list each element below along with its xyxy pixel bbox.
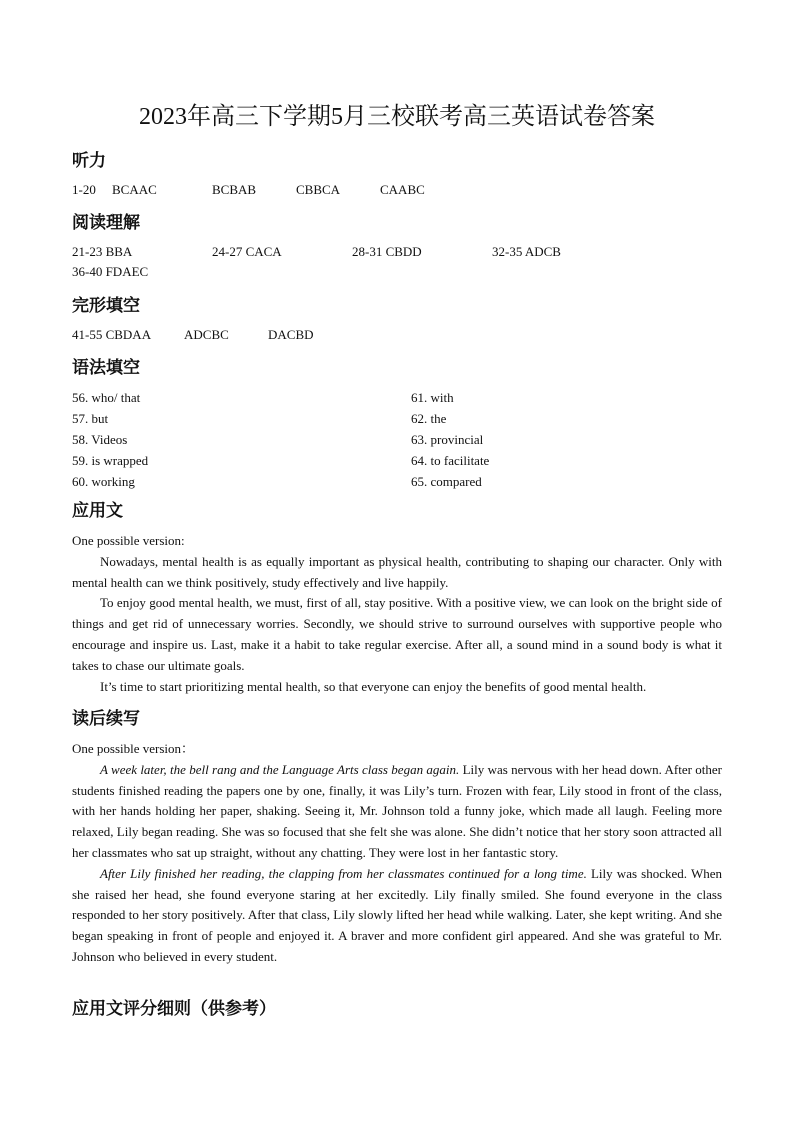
grammar-answer-65: 65. compared — [411, 474, 482, 489]
section-heading-continuation: 读后续写 — [72, 709, 140, 729]
grammar-answer-59: 59. is wrapped — [72, 453, 149, 468]
listening-range: 1-20 — [72, 182, 96, 197]
cloze-answers-2: ADCBC — [184, 327, 229, 342]
section-heading-grammar: 语法填空 — [72, 358, 140, 378]
continuation-paragraph-1-lead: A week later, the bell rang and the Language Arts class began again. — [100, 761, 460, 777]
grammar-answer-64: 64. to facilitate — [411, 453, 490, 468]
application-paragraph-3: It’s time to start prioritizing mental health, so that everyone can enjoy the benefits of good mental health. — [100, 678, 647, 694]
cloze-answers-3: DACBD — [268, 327, 314, 342]
section-heading-cloze: 完形填空 — [72, 296, 140, 316]
continuation-intro: One possible version： — [72, 741, 195, 756]
reading-answers-1: 21-23 BBA — [72, 244, 133, 259]
continuation-paragraph-2-body: Lily was shocked. When she raised her head, she found everyone staring at her excitedly. Lily finally smiled. She found everyone in the class responded to her story positively. After that class, Lily slowly lifted her head while walking. Later, she kept writing. And she began speaking in front of people and enjoyed it. A braver and more confident girl appeared. And she was grateful to Mr. Johnson who believed in every student. — [72, 865, 722, 964]
reading-answers-4: 32-35 ADCB — [492, 244, 561, 259]
reading-answers-5: 36-40 FDAEC — [72, 264, 149, 279]
page-title: 2023年高三下学期5月三校联考高三英语试卷答案 — [139, 104, 655, 130]
grammar-answer-60: 60. working — [72, 474, 135, 489]
application-intro: One possible version: — [72, 533, 185, 548]
continuation-paragraph-1 — [72, 760, 722, 864]
section-heading-rubric: 应用文评分细则（供参考） — [72, 999, 276, 1019]
section-heading-application: 应用文 — [72, 501, 123, 521]
cloze-answers-1: 41-55 CBDAA — [72, 327, 152, 342]
application-paragraph-1: Nowadays, mental health is as equally important as physical health, contributing to shaping our character. Only with mental health can we think positively, study effectively and live happily. — [72, 553, 722, 590]
section-heading-listening: 听力 — [72, 151, 106, 171]
listening-answers-4: CAABC — [380, 182, 425, 197]
continuation-essay — [72, 739, 722, 968]
reading-answers-2: 24-27 CACA — [212, 244, 282, 259]
grammar-answer-58: 58. Videos — [72, 432, 128, 447]
listening-answers-2: BCBAB — [212, 182, 257, 197]
continuation-paragraph-2-lead: After Lily finished her reading, the clapping from her classmates continued for a long time. — [100, 865, 587, 881]
listening-answers-3: CBBCA — [296, 182, 341, 197]
grammar-answer-63: 63. provincial — [411, 432, 484, 447]
listening-answers-1: BCAAC — [112, 182, 157, 197]
grammar-answer-56: 56. who/ that — [72, 390, 141, 405]
grammar-answer-62: 62. the — [411, 411, 447, 426]
reading-answers-3: 28-31 CBDD — [352, 244, 422, 259]
application-paragraph-2: To enjoy good mental health, we must, first of all, stay positive. With a positive view, we can look on the bright side of things and get rid of unnecessary worries. Secondly, we should strive to surround ourselves with supportive people who encourage and inspire us. Last, make it a habit to take regular exercise. After all, a sound mind in a sound body is what it takes to chase our ultimate goals. — [72, 595, 722, 673]
continuation-paragraph-1-body: Lily was nervous with her head down. After other students finished reading the papers one by one, finally, it was Lily’s turn. Frozen with fear, Lily stood in front of the class, with her hands holding her paper, shaking. Seeing it, Mr. Johnson told a funny joke, which made all laugh. Feeling more relaxed, Lily began reading. She was so focused that she felt she was alone. She didn’t notice that her story soon attracted all her classmates who sat up straight, without any chatting. They were lost in her fantastic story. — [72, 761, 722, 860]
application-essay — [72, 531, 722, 697]
section-heading-reading: 阅读理解 — [72, 213, 140, 233]
grammar-answer-61: 61. with — [411, 390, 454, 405]
continuation-paragraph-2 — [72, 864, 722, 968]
grammar-answer-57: 57. but — [72, 411, 109, 426]
